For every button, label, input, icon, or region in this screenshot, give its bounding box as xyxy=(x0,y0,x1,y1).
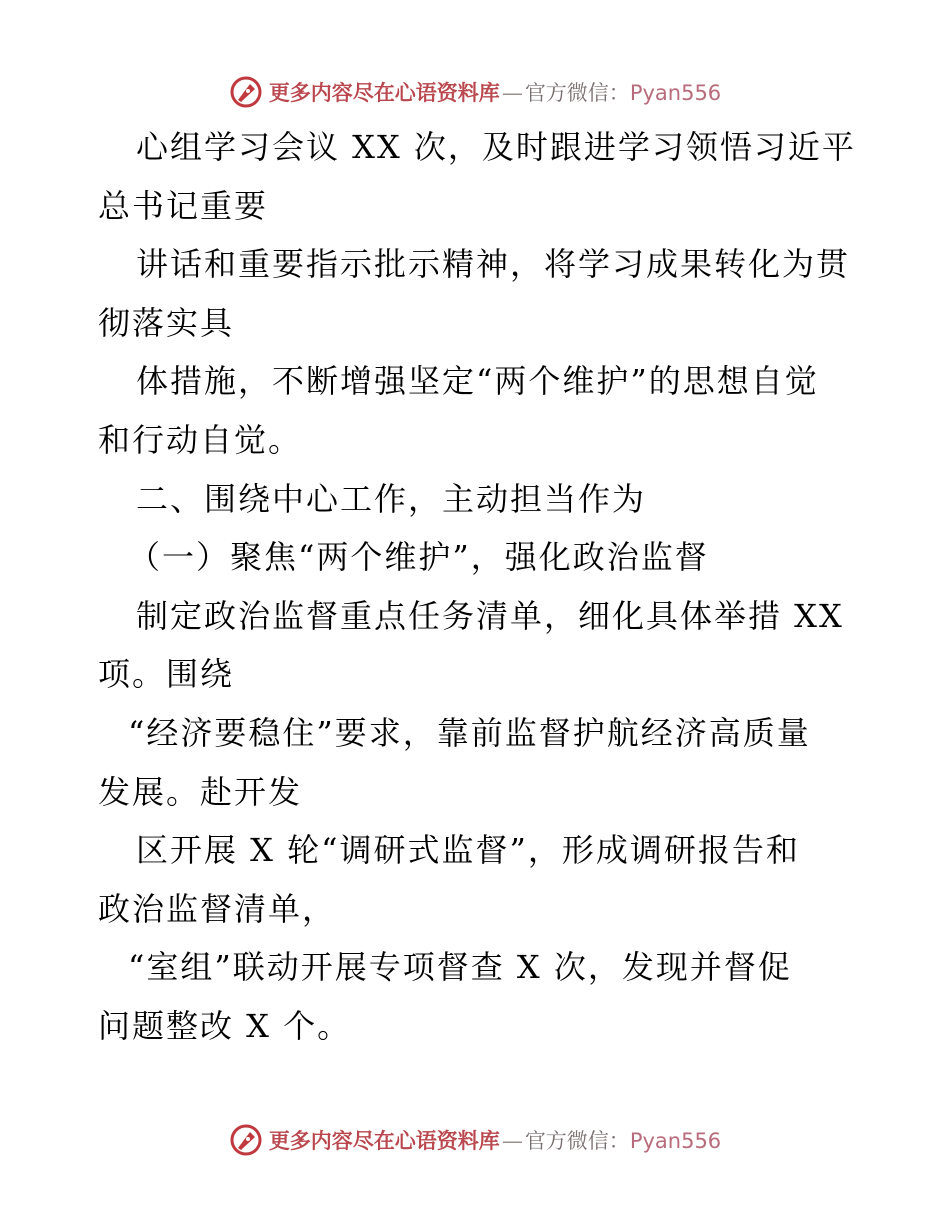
body-line: 政治监督清单， xyxy=(98,889,337,928)
body-line: 彻落实具 xyxy=(98,303,235,342)
body-line: “室组”联动开展专项督查 X 次，发现并督促 xyxy=(128,948,792,987)
document-body xyxy=(98,118,858,1056)
watermark-main: 更多内容尽在心语资料库 xyxy=(268,1129,500,1153)
body-line: 体措施，不断增强坚定“两个维护”的思想自觉 xyxy=(136,362,819,401)
watermark-wechat-label: 官方微信： xyxy=(524,1129,630,1153)
watermark-wechat-label: 官方微信： xyxy=(524,81,630,105)
header-watermark xyxy=(0,72,950,112)
body-line: “经济要稳住”要求，靠前监督护航经济高质量 xyxy=(128,713,811,752)
watermark-dash: — xyxy=(501,1129,523,1153)
body-line: 心组学习会议 XX 次，及时跟进学习领悟习近平 xyxy=(136,128,856,166)
pen-nib-logo-icon xyxy=(229,75,263,109)
pen-nib-logo-icon xyxy=(229,1123,263,1157)
body-line: 讲话和重要指示批示精神，将学习成果转化为贯 xyxy=(136,245,851,284)
watermark-dash: — xyxy=(501,81,523,105)
section-heading: 二、围绕中心工作，主动担当作为 xyxy=(136,479,647,518)
watermark-main: 更多内容尽在心语资料库 xyxy=(268,81,500,105)
footer-watermark xyxy=(0,1120,950,1160)
body-line: 制定政治监督重点任务清单，细化具体举措 XX xyxy=(136,596,844,635)
body-line: 总书记重要 xyxy=(98,186,269,225)
subsection-heading: （一）聚焦“两个维护”，强化政治监督 xyxy=(128,538,709,577)
body-line: 区开展 X 轮“调研式监督”，形成调研报告和 xyxy=(136,831,800,870)
watermark-text xyxy=(269,1125,721,1155)
body-line: 发展。赴开发 xyxy=(98,772,303,811)
body-line: 项。围绕 xyxy=(98,655,235,694)
body-line: 和行动自觉。 xyxy=(98,420,303,459)
watermark-wechat-id: Pyan556 xyxy=(629,1129,722,1153)
body-line: 问题整改 X 个。 xyxy=(98,1006,352,1045)
watermark-wechat-id: Pyan556 xyxy=(629,81,722,105)
watermark-text xyxy=(269,77,721,107)
